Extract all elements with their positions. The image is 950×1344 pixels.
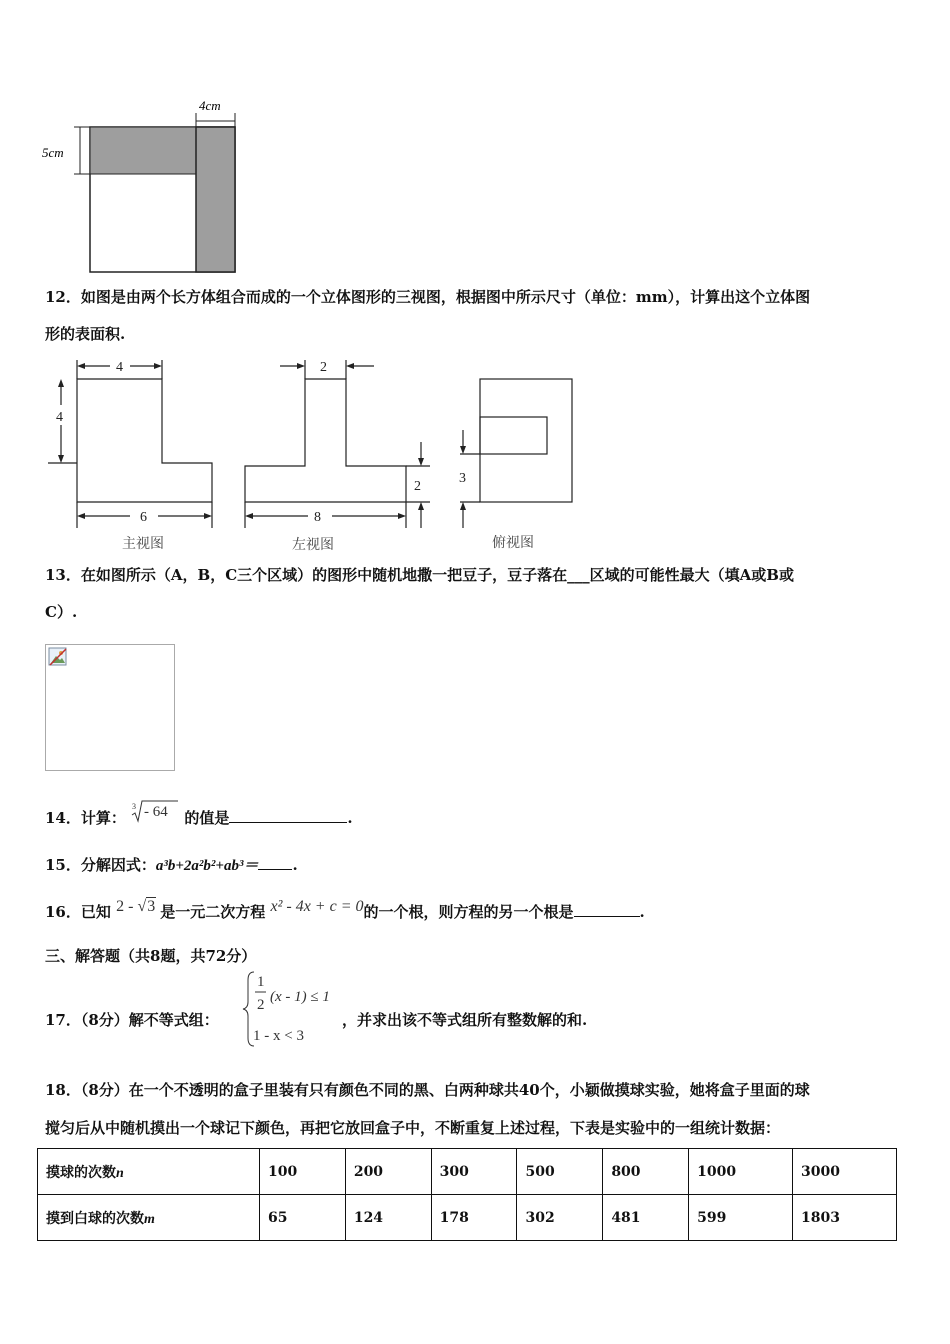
question-17-prefix: 17．（8分）解不等式组： [45,1011,219,1029]
radical-sign [131,798,179,824]
frac-numerator: 1 [257,974,265,990]
q15-expression: a³b+2a²b²+ab³＝ [155,858,259,874]
answer-blank[interactable] [574,900,640,917]
inequality-1: (x - 1) ≤ 1 [270,989,330,1005]
question-13-line-2: C）. [45,603,78,621]
left-view-caption: 左视图 [292,537,334,553]
question-12-line-2: 形的表面积. [45,325,126,343]
root-a: 2 - [116,898,134,915]
answer-blank[interactable] [258,853,292,870]
table-cell: 124 [345,1195,431,1241]
root-index: 3 [132,802,137,811]
table-cell: 65 [260,1195,346,1241]
section-3-title: 三、解答题（共8题，共72分） [45,947,257,965]
inequality-system [240,968,350,1050]
front-dim-left: 4 [56,410,63,425]
answer-blank[interactable] [229,806,347,823]
q16-end: . [639,903,645,921]
sqrt-expression: √3 [137,898,156,915]
strip-figure [40,95,250,280]
question-18-line-2: 搅匀后从中随机摸出一个球记下颜色，再把它放回盒子中，不断重复上述过程，下表是实验中的一组统计数据： [45,1119,781,1137]
cube-root-expression [131,802,179,826]
q15-end: . [292,856,298,874]
table-cell: 178 [431,1195,517,1241]
table-cell: 302 [517,1195,603,1241]
front-view-caption: 主视图 [122,536,164,552]
row-variable: n [116,1165,124,1181]
frac-denominator: 2 [257,997,265,1013]
table-cell: 3000 [793,1149,897,1195]
question-13-line-1: 13．在如图所示（A，B，C三个区域）的图形中随机地撒一把豆子，豆子落在___区域的可能性最大（填A或B或 [45,566,794,584]
left-dim-top: 2 [320,360,327,375]
q14-end: . [347,809,353,827]
table-row-label [38,1149,260,1195]
experiment-table [37,1148,897,1241]
left-dim-bottom: 8 [314,510,321,525]
table-cell: 599 [689,1195,793,1241]
q16-prefix: 16．已知 [45,903,111,921]
front-dim-bottom: 6 [140,510,147,525]
q14-prefix: 14．计算： [45,809,126,827]
root-value [116,898,160,915]
height-dimension: 5cm [42,145,64,160]
inequality-2: 1 - x < 3 [253,1028,304,1044]
q16-mid: 是一元二次方程 [160,903,266,921]
table-cell: 100 [260,1149,346,1195]
q16-suffix: 的一个根，则方程的另一个根是 [363,903,574,921]
broken-image-placeholder [45,644,175,771]
row-variable: m [144,1211,155,1227]
question-12-line-1: 12．如图是由两个长方体组合而成的一个立体图形的三视图，根据图中所示尺寸（单位：mm），计算出这个立体图 [45,288,811,306]
table-cell: 1000 [689,1149,793,1195]
top-dim-left: 3 [459,471,466,486]
table-cell: 481 [603,1195,689,1241]
table-cell: 800 [603,1149,689,1195]
row-label-text: 摸球的次数 [46,1164,116,1181]
table-cell: 200 [345,1149,431,1195]
question-17-suffix: ，并求出该不等式组所有整数解的和. [342,1011,588,1029]
root-b: 3 [147,898,156,915]
question-14 [45,802,353,828]
table-cell: 500 [517,1149,603,1195]
left-dim-right: 2 [414,479,421,494]
width-dimension: 4cm [199,98,221,113]
table-row [38,1149,897,1195]
top-view-caption: 俯视图 [492,535,534,551]
q14-suffix: 的值是 [184,809,230,827]
row-label-text: 摸到白球的次数 [46,1210,144,1227]
broken-image-icon [48,647,68,667]
table-row-label [38,1195,260,1241]
q15-prefix: 15．分解因式： [45,856,156,874]
three-view-figure [40,350,580,555]
table-cell: 1803 [793,1195,897,1241]
question-15 [45,853,298,876]
radicand: - 64 [144,804,168,820]
front-dim-top: 4 [116,360,123,375]
question-18-line-1: 18．（8分）在一个不透明的盒子里装有只有颜色不同的黑、白两种球共40个，小颖做摸球实验，她将盒子里面的球 [45,1081,810,1099]
question-16 [45,900,645,923]
table-cell: 300 [431,1149,517,1195]
quadratic-equation: x² - 4x + c = 0 [270,898,364,915]
table-row [38,1195,897,1241]
